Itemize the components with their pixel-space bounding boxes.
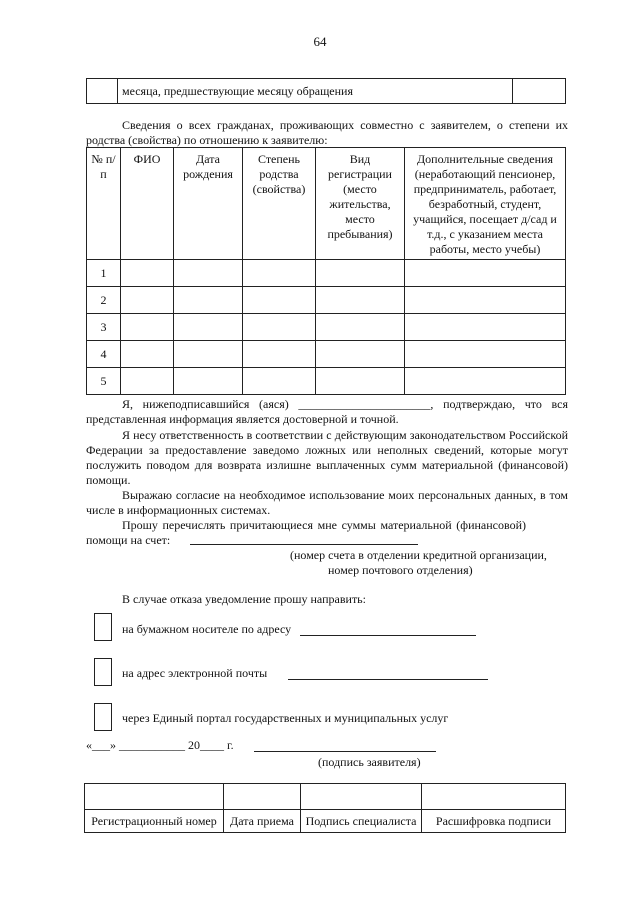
account-note-2: номер почтового отделения) xyxy=(328,563,473,577)
cell-additional-info[interactable] xyxy=(405,341,566,368)
top-table-cell-left[interactable] xyxy=(87,79,118,104)
day-blank[interactable]: «___» xyxy=(86,738,116,752)
row-number: 4 xyxy=(87,341,121,368)
registration-number-cell[interactable] xyxy=(85,784,224,810)
cell-birth-date[interactable] xyxy=(174,368,243,395)
table-row xyxy=(87,314,566,341)
top-table-text: месяца, предшествующие месяцу обращения xyxy=(118,79,513,104)
email-option-label: на адрес электронной почты xyxy=(122,666,268,680)
top-table-cell-right[interactable] xyxy=(513,79,566,104)
table-row xyxy=(87,287,566,314)
cell-fio[interactable] xyxy=(121,314,174,341)
refusal-title: В случае отказа уведомление прошу направить: xyxy=(122,592,366,606)
year-blank[interactable]: ____ xyxy=(200,738,224,752)
cell-fio[interactable] xyxy=(121,368,174,395)
date-line xyxy=(86,738,234,753)
row-number: 2 xyxy=(87,287,121,314)
responsibility-statement: Я несу ответственность в соответствии с действующим законодательством Российской Федерации за предоставление заведомо ложных или неполных сведений, которые могут послужить поводом для возврата излишне выплаченных сумм материальной (финансовой) помощи. xyxy=(86,428,568,487)
header-fio: ФИО xyxy=(121,148,174,260)
cell-relation[interactable] xyxy=(243,314,316,341)
cell-birth-date[interactable] xyxy=(174,341,243,368)
confirmation-statement xyxy=(86,397,568,427)
signature-decoding-label: Расшифровка подписи xyxy=(422,810,566,833)
row-number: 5 xyxy=(87,368,121,395)
signature-caption: (подпись заявителя) xyxy=(318,755,421,769)
cell-fio[interactable] xyxy=(121,287,174,314)
receipt-date-cell[interactable] xyxy=(224,784,301,810)
specialist-signature-label: Подпись специалиста xyxy=(301,810,422,833)
signature-decoding-cell[interactable] xyxy=(422,784,566,810)
account-line[interactable] xyxy=(190,531,418,545)
signature-line[interactable] xyxy=(254,739,436,752)
cell-relation[interactable] xyxy=(243,341,316,368)
address-line[interactable] xyxy=(300,623,476,636)
cell-birth-date[interactable] xyxy=(174,260,243,287)
portal-option-checkbox[interactable] xyxy=(94,703,112,731)
cell-registration[interactable] xyxy=(316,260,405,287)
account-note-1: (номер счета в отделении кредитной организации, xyxy=(290,548,547,562)
cell-additional-info[interactable] xyxy=(405,287,566,314)
cell-additional-info[interactable] xyxy=(405,260,566,287)
year-prefix: 20 xyxy=(188,738,200,752)
header-birth-date: Дата рождения xyxy=(174,148,243,260)
registration-table xyxy=(84,783,566,833)
table-row xyxy=(87,341,566,368)
table-row xyxy=(87,368,566,395)
header-additional-info: Дополнительные сведения (неработающий пенсионер, предприниматель, работает, безработный, студент, учащийся, посещает д/сад и т.д., с указанием места работы, место учебы) xyxy=(405,148,566,260)
consent-statement: Выражаю согласие на необходимое использование моих персональных данных, в том числе в информационных системах. xyxy=(86,488,568,517)
cell-registration[interactable] xyxy=(316,314,405,341)
name-blank[interactable]: ______________________ xyxy=(298,397,431,411)
table-row xyxy=(87,260,566,287)
row-number: 3 xyxy=(87,314,121,341)
email-line[interactable] xyxy=(288,667,488,680)
cell-relation[interactable] xyxy=(243,260,316,287)
year-suffix: г. xyxy=(227,738,234,752)
page-number: 64 xyxy=(313,34,327,49)
cell-relation[interactable] xyxy=(243,287,316,314)
specialist-signature-cell[interactable] xyxy=(301,784,422,810)
cell-birth-date[interactable] xyxy=(174,314,243,341)
row-number: 1 xyxy=(87,260,121,287)
header-relation: Степень родства (свойства) xyxy=(243,148,316,260)
header-number: № п/п xyxy=(87,148,121,260)
confirm-start: Я, нижеподписавшийся (аяся) xyxy=(122,397,289,411)
email-option-checkbox[interactable] xyxy=(94,658,112,686)
cell-additional-info[interactable] xyxy=(405,368,566,395)
cell-fio[interactable] xyxy=(121,260,174,287)
cell-fio[interactable] xyxy=(121,341,174,368)
household-table xyxy=(86,147,566,395)
paper-option-checkbox[interactable] xyxy=(94,613,112,641)
header-registration: Вид регистрации (место жительства, место пребывания) xyxy=(316,148,405,260)
cell-additional-info[interactable] xyxy=(405,314,566,341)
household-intro: Сведения о всех гражданах, проживающих совместно с заявителем, о степени их родства (свойства) по отношению к заявителю: xyxy=(86,118,568,147)
month-blank[interactable]: ___________ xyxy=(119,738,185,752)
income-period-table xyxy=(86,78,566,104)
cell-registration[interactable] xyxy=(316,368,405,395)
registration-number-label: Регистрационный номер xyxy=(85,810,224,833)
cell-relation[interactable] xyxy=(243,368,316,395)
receipt-date-label: Дата приема xyxy=(224,810,301,833)
paper-option-label: на бумажном носителе по адресу xyxy=(122,622,292,636)
confirm-end: , подтверждаю, что вся представленная информация является достоверной и точной. xyxy=(86,397,568,426)
cell-registration[interactable] xyxy=(316,287,405,314)
transfer-request: Прошу перечислять причитающиеся мне суммы материальной (финансовой) помощи на счет: xyxy=(86,518,526,547)
cell-registration[interactable] xyxy=(316,341,405,368)
cell-birth-date[interactable] xyxy=(174,287,243,314)
portal-option-label: через Единый портал государственных и муниципальных услуг xyxy=(122,711,449,725)
